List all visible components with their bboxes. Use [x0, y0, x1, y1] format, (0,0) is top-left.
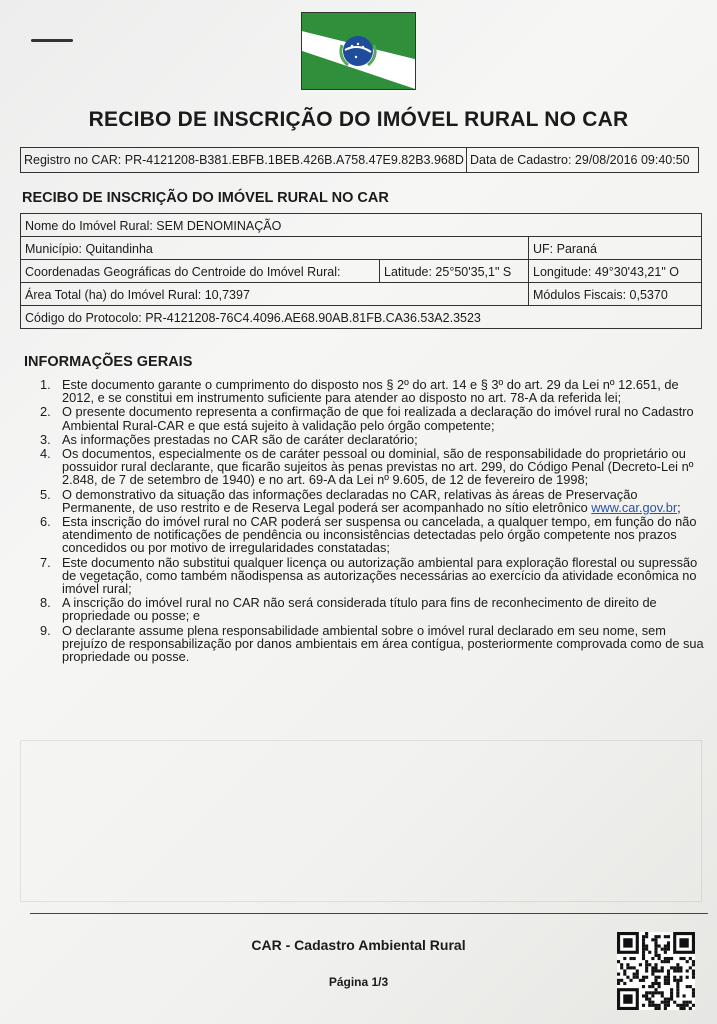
table-row	[21, 283, 701, 306]
show-through-background	[20, 680, 700, 910]
municipio: Município: Quitandinha	[25, 242, 153, 256]
document-title: RECIBO DE INSCRIÇÃO DO IMÓVEL RURAL NO CAR	[88, 108, 629, 131]
longitude: Longitude: 49°30'43,21" O	[528, 260, 701, 282]
list-item: 9. O declarante assume plena responsabilidade ambiental sobre o imóvel rural declarado em seu nome, sem prejuízo de responsabilização por danos ambientais em área contígua, posteriormente comprovada como de sua propriedade ou posse.	[40, 622, 704, 665]
list-item: 6. Esta inscrição do imóvel rural no CAR poderá ser suspensa ou cancelada, a qualquer tempo, em função do não atendimento de notificações de pendência ou inconsistências detectadas pelo órgão competente nos prazos concedidos ou por motivo de irregularidades constatadas;	[40, 514, 697, 556]
list-item: 3. As informações prestadas no CAR são de caráter declaratório;	[40, 431, 418, 447]
punch-mark	[31, 39, 73, 42]
car-website-link[interactable]: www.car.gov.br	[591, 499, 678, 515]
table-row	[21, 237, 701, 260]
faint-table-outline	[20, 740, 702, 902]
nome-imovel: Nome do Imóvel Rural: SEM DENOMINAÇÃO	[25, 219, 282, 233]
list-item: 2. O presente documento representa a confirmação de que foi realizada a declaração do imóvel rural no Cadastro Ambiental Rural-CAR e que está sujeito à validação pelo órgão competente;	[40, 404, 694, 433]
info-section-title: INFORMAÇÕES GERAIS	[24, 354, 193, 370]
table-row	[21, 214, 701, 237]
list-item: 8. A inscrição do imóvel rural no CAR não será considerada título para fins de reconhecimento de direito de propriedade ou posse; e	[40, 595, 657, 624]
property-table	[20, 213, 702, 329]
codigo-protocolo: Código do Protocolo: PR-4121208-76C4.4096.AE68.90AB.81FB.CA36.53A2.3523	[25, 311, 481, 325]
data-cadastro: Data de Cadastro: 29/08/2016 09:40:50	[470, 153, 690, 167]
info-list	[40, 378, 705, 664]
footer-divider	[30, 913, 708, 914]
list-item: 4. Os documentos, especialmente os de caráter pessoal ou dominial, são de responsabilidade do proprietário ou possuidor rural declarante, que ficarão sujeitos às penas previstas no art. 299, do Código Penal (Decreto-Lei nº 2.848, de 7 de setembro de 1940) e no art. 69-A da Lei nº 9.605, de 12 de fevereiro de 1998;	[40, 446, 694, 488]
table-row	[21, 306, 701, 328]
list-item: 5. O demonstrativo da situação das informações declaradas no CAR, relativas às áreas de Preservação Permanente, de uso restrito e de Reserva Legal poderá ser acompanhado no sítio eletrônico www.car.gov.br;	[40, 486, 681, 515]
modulos-fiscais: Módulos Fiscais: 0,5370	[528, 283, 701, 305]
property-section-title: RECIBO DE INSCRIÇÃO DO IMÓVEL RURAL NO CAR	[22, 190, 389, 206]
item-text: O demonstrativo da situação das informações declaradas no CAR, relativas às áreas de Preservação Permanente, de uso restrito e de Reserva Legal poderá ser acompanhado no sítio eletrônico	[62, 486, 638, 515]
footer-title: CAR - Cadastro Ambiental Rural	[251, 937, 466, 953]
qr-code-icon	[617, 932, 695, 1010]
page-number: Página 1/3	[328, 975, 389, 989]
parana-flag-icon	[301, 12, 416, 90]
list-item: 7. Este documento não substitui qualquer licença ou autorização ambiental para exploração florestal ou supressão de vegetação, como também nãodispensa as autorizações necessárias ao exercício da atividade econômica no imóvel rural;	[40, 554, 698, 597]
registration-row	[20, 147, 699, 173]
list-item: 1. Este documento garante o cumprimento do disposto nos § 2º do art. 14 e § 3º do art. 29 da Lei nº 12.651, de 2012, e se constitui em instrumento suficiente para atender ao disposto no art. 78-A da referida lei;	[40, 377, 679, 406]
coordenadas-label: Coordenadas Geográficas do Centroide do Imóvel Rural:	[25, 265, 341, 279]
registro-car: Registro no CAR: PR-4121208-B381.EBFB.1BEB.426B.A758.47E9.82B3.968D	[21, 148, 467, 172]
area-total: Área Total (ha) do Imóvel Rural: 10,7397	[25, 288, 250, 302]
latitude: Latitude: 25°50'35,1" S	[379, 260, 528, 282]
uf: UF: Paraná	[528, 237, 701, 259]
table-row	[21, 260, 701, 283]
